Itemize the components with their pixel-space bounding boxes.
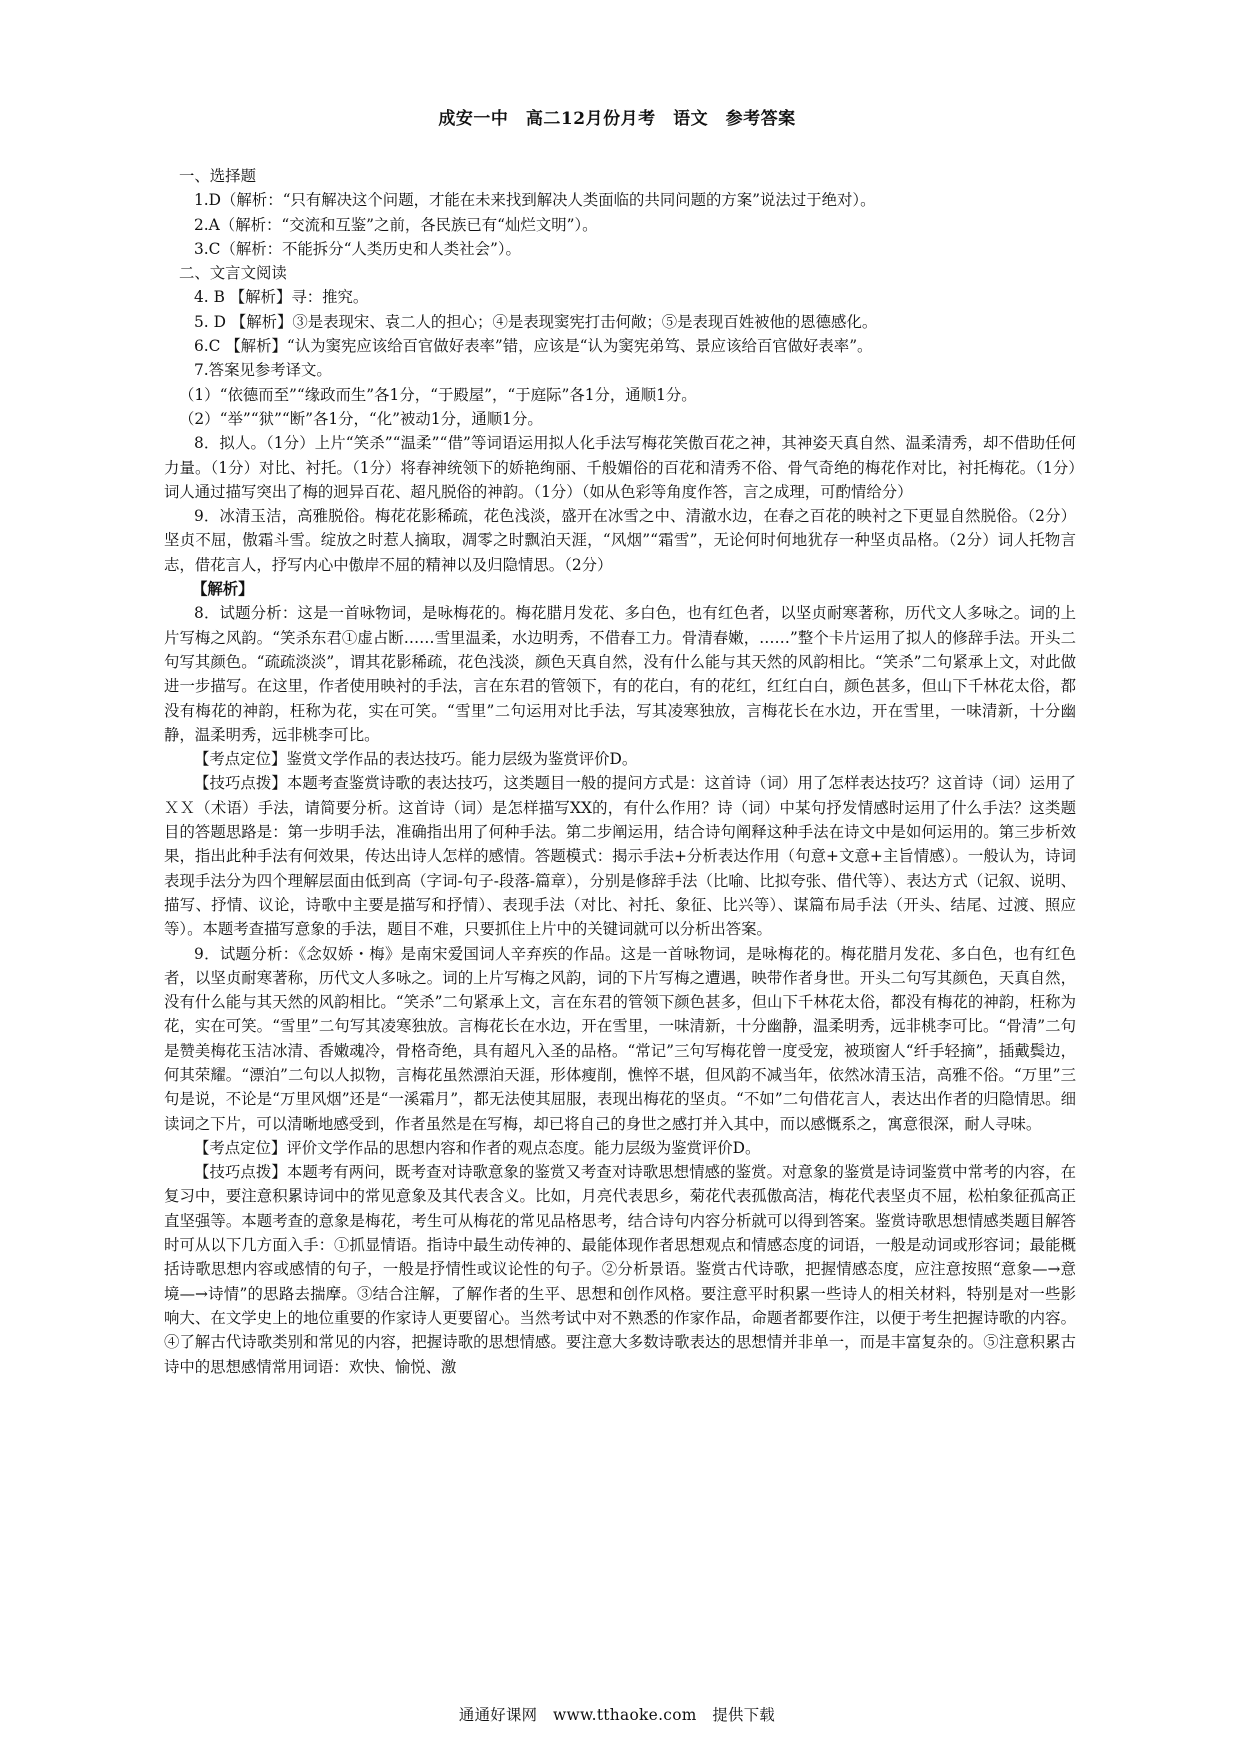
technique-tip-q9: 【技巧点拨】本题考有两问，既考查对诗歌意象的鉴赏又考查对诗歌思想情感的鉴赏。对意象的鉴赏是诗词鉴赏中常考的内容，在复习中，要注意积累诗词中的常见意象及其代表含义。比如，月亮代表思乡，菊花代表孤傲高洁，梅花代表坚贞不屈，松柏象征孤高正直坚强等。本题考查的意象是梅花，考生可从梅花的常见品格思考，结合诗句内容分析就可以得到答案。鉴赏诗歌思想情感类题目解答时可从以下几方面入手：①抓显情语。指诗中最生动传神的、最能体现作者思想观点和情感态度的词语，一般是动词或形容词；最能概括诗歌思想内容或感情的句子，一般是抒情性或议论性的句子。②分析景语。鉴赏古代诗歌，把握情感态度，应注意按照“意象—→意境—→诗情”的思路去揣摩。③结合注解，了解作者的生平、思想和创作风格。要注意平时积累一些诗人的相关材料，特别是对一些影响大、在文学史上的地位重要的作家诗人更要留心。当然考试中对不熟悉的作家作品，命题者都要作注，以便于考生把握诗歌的内容。④了解古代诗歌类别和常见的内容，把握诗歌的思想情感。要注意大多数诗歌表达的思想情并非单一，而是丰富复杂的。⑤注意积累古诗中的思想感情常用词语：欢快、愉悦、激	[164, 1163, 1076, 1376]
section-heading-choice: 一、选择题	[179, 167, 256, 185]
technique-tip-q8: 【技巧点拨】本题考查鉴赏诗歌的表达技巧，这类题目一般的提问方式是：这首诗（词）用了怎样表达技巧？这首诗（词）运用了ＸＸ（术语）手法，请简要分析。这首诗（词）是怎样描写XX的，有什么作用？诗（词）中某句抒发情感时运用了什么手法？这类题目的答题思路是：第一步明手法，准确指出用了何种手法。第二步阐运用，结合诗句阐释这种手法在诗文中是如何运用的。第三步析效果，指出此种手法有何效果，传达出诗人怎样的感情。答题模式：揭示手法+分析表达作用（句意+文意+主旨情感）。一般认为，诗词表现手法分为四个理解层面由低到高（字词-句子-段落-篇章），分别是修辞手法（比喻、比拟夸张、借代等）、表达方式（记叙、说明、描写、抒情、议论，诗歌中主要是描写和抒情）、表现手法（对比、衬托、象征、比兴等）、谋篇布局手法（开头、结尾、过渡、照应等）。本题考查描写意象的手法，题目不难，只要抓住上片中的关键词就可以分析出答案。	[164, 774, 1076, 939]
answer-q3: 3.C（解析：不能拆分“人类历史和人类社会”）。	[194, 239, 521, 258]
analysis-q8: 8．试题分析：这是一首咏物词，是咏梅花的。梅花腊月发花、多白色，也有红色者，以坚贞耐寒著称，历代文人多咏之。词的上片写梅之风韵。“笑杀东君①虚占断……雪里温柔，水边明秀，不借春工力。骨清春嫩，……”整个卡片运用了拟人的修辞手法。开头二句写其颜色。“疏疏淡淡”，谓其花影稀疏，花色浅淡，颜色天真自然，没有什么能与其天然的风韵相比。“笑杀”二句紧承上文，对此做进一步描写。在这里，作者使用映衬的手法，言在东君的管领下，有的花白，有的花红，红红白白，颜色甚多，但山下千林花太俗，都没有梅花的神韵，枉称为花，实在可笑。“雪里”二句运用对比手法，写其凌寒独放，言梅花长在水边，开在雪里，一味清新，十分幽静，温柔明秀，远非桃李可比。	[164, 604, 1076, 744]
page-title: 成安一中 高二12月份月考 语文 参考答案	[438, 109, 796, 129]
answer-q7-part1: （1）“依德而至”“缘政而生”各1分，“于殿屋”，“于庭际”各1分，通顺1分。	[179, 385, 697, 404]
answer-q6: 6.C 【解析】“认为窦宪应该给百官做好表率”错，应该是“认为窦宪弟笃、景应该给百官做好表率”。	[194, 337, 873, 356]
answer-q1: 1.D（解析：“只有解决这个问题，才能在未来找到解决人类面临的共同问题的方案”说法过于绝对）。	[194, 191, 876, 210]
answer-q4: 4. B 【解析】寻：推究。	[194, 288, 369, 307]
section-heading-classical: 二、文言文阅读	[179, 264, 287, 283]
analysis-q9: 9．试题分析：《念奴娇・梅》是南宋爱国词人辛弃疾的作品。这是一首咏物词，是咏梅花的。梅花腊月发花、多白色，也有红色者，以坚贞耐寒著称，历代文人多咏之。词的上片写梅之风韵，词的下片写梅之遭遇，映带作者身世。开头二句写其颜色，天真自然，没有什么能与其天然的风韵相比。“笑杀”二句紧承上文，言在东君的管领下颜色甚多，但山下千林花太俗，都没有梅花的神韵，枉称为花，实在可笑。“雪里”二句写其凌寒独放。言梅花长在水边，开在雪里，一味清新，十分幽静，温柔明秀，远非桃李可比。“骨清”二句是赞美梅花玉洁冰清、香嫩魂冷，骨格奇绝，具有超凡入圣的品格。“常记”三句写梅花曾一度受宠，被琐窗人“纤手轻摘”，插戴鬓边，何其荣耀。“漂泊”二句以人拟物，言梅花虽然漂泊天涯，形体瘦削，憔悴不堪，但风韵不减当年，依然冰清玉洁，高雅不俗。“万里”三句是说，不论是“万里风烟”还是“一溪霜月”，都无法使其屈服，表现出梅花的坚贞。“不如”二句借花言人，表达出作者的归隐情思。细读词之下片，可以清晰地感受到，作者虽然是在写梅，却已将自己的身世之感打并入其中，而以感慨系之，寓意很深，耐人寻味。	[164, 944, 1076, 1133]
answer-q8: 8．拟人。（1分）上片“笑杀”“温柔”“借”等词语运用拟人化手法写梅花笑傲百花之神，其神姿天真自然、温柔清秀，却不借助任何力量。（1分）对比、衬托。（1分）将春神统领下的娇艳绚丽、千般媚俗的百花和清秀不俗、骨气奇绝的梅花作对比，衬托梅花。（1分）词人通过描写突出了梅的迥异百花、超凡脱俗的神韵。（1分）（如从色彩等角度作答，言之成理，可酌情给分）	[164, 434, 1076, 501]
answer-q7: 7.答案见参考译文。	[194, 361, 332, 380]
answer-q2: 2.A（解析：“交流和互鉴”之前，各民族已有“灿烂文明”）。	[194, 215, 598, 234]
answer-q7-part2: （2）“举”“狱”“断”各1分，“化”被动1分，通顺1分。	[179, 409, 543, 428]
footer-source: 通通好课网 www.tthaoke.com 提供下载	[458, 1706, 776, 1724]
analysis-heading: 【解析】	[192, 580, 254, 599]
exam-point-q9: 【考点定位】评价文学作品的思想内容和作者的观点态度。能力层级为鉴赏评价D。	[194, 1138, 761, 1157]
answer-q5: 5. D 【解析】③是表现宋、袁二人的担心；④是表现窦宪打击何敞；⑤是表现百姓被他的恩德感化。	[194, 312, 878, 331]
answer-q9: 9．冰清玉洁，高雅脱俗。梅花花影稀疏，花色浅淡，盛开在冰雪之中、清澈水边，在春之百花的映衬之下更显自然脱俗。（2分）坚贞不屈，傲霜斗雪。绽放之时惹人摘取，凋零之时飘泊天涯，“风烟”“霜雪”，无论何时何地犹存一种坚贞品格。（2分）词人托物言志，借花言人，抒写内心中傲岸不屈的精神以及归隐情思。（2分）	[164, 507, 1076, 574]
answer-content	[164, 164, 1076, 1379]
exam-point-q8: 【考点定位】鉴赏文学作品的表达技巧。能力层级为鉴赏评价D。	[194, 750, 638, 769]
